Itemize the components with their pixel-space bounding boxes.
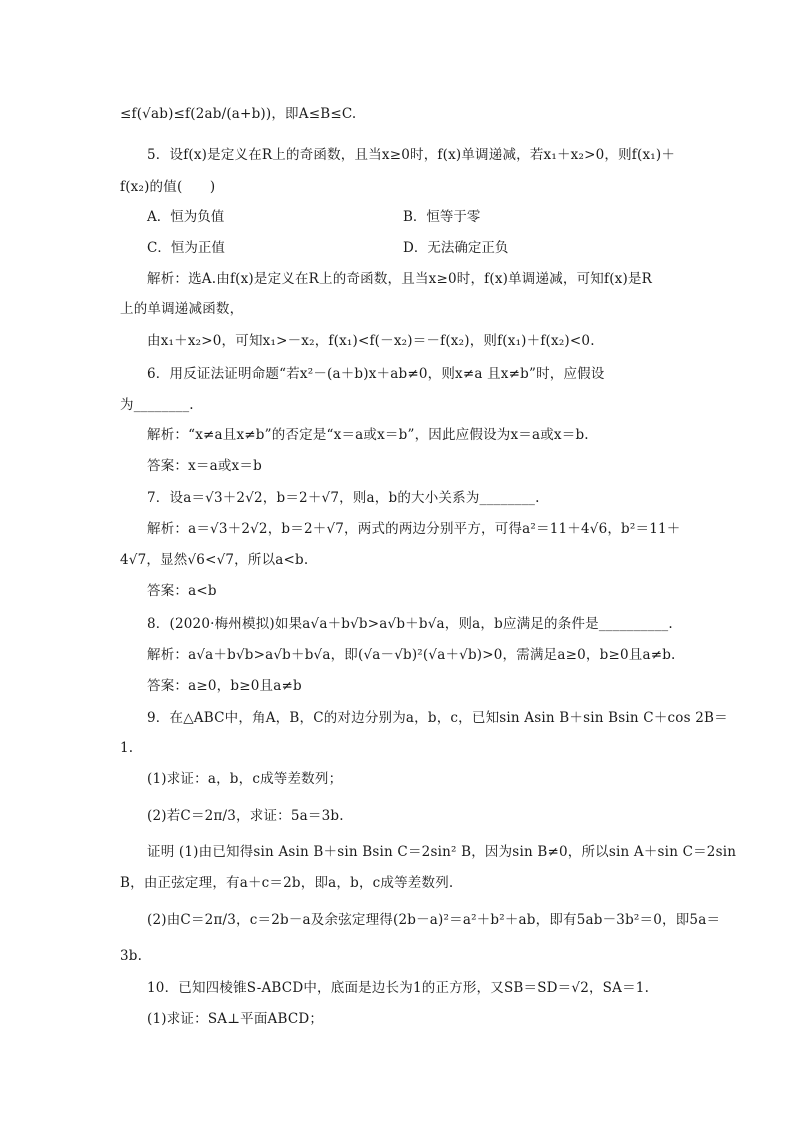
proof-9-line-3: (2)由C＝2π/3，c＝2b－a及余弦定理得(2b－a)²＝a²＋b²＋ab，即有5ab－3b²＝0，即5a＝: [147, 912, 721, 928]
question-6-stem-cont: 为________.: [120, 397, 194, 413]
question-10-part-1: (1)求证：SA⊥平面ABCD；: [147, 1011, 324, 1027]
analysis-7-line-1: 解析：a＝√3＋2√2，b＝2＋√7，两式的两边分别平方，可得a²＝11＋4√6，b²＝11＋: [147, 521, 681, 537]
option-a: A．恒为负值: [147, 209, 225, 225]
option-c: C．恒为正值: [147, 240, 225, 256]
proof-9-line-1: 证明 (1)由已知得sin Asin B＋sin Bsin C＝2sin² B，因为sin B≠0，所以sin A＋sin C＝2sin: [147, 844, 737, 860]
analysis-5-line-3: 由x₁＋x₂>0，可知x₁>－x₂，f(x₁)<f(－x₂)＝－f(x₂)，则f(x₁)＋f(x₂)<0.: [147, 333, 595, 349]
question-5-stem-cont: f(x₂)的值( ): [120, 179, 216, 195]
answer-7: 答案：a<b: [147, 583, 217, 599]
analysis-7-line-2: 4√7，显然√6<√7，所以a<b.: [120, 552, 309, 568]
answer-8: 答案：a≥0，b≥0且a≠b: [147, 678, 302, 694]
question-9-part-1: (1)求证：a，b，c成等差数列；: [147, 771, 343, 787]
question-10-stem: 10．已知四棱锥S-ABCD中，底面是边长为1的正方形，又SB＝SD＝√2，SA＝1.: [147, 980, 650, 996]
question-8-stem: 8．(2020·梅州模拟)如果a√a＋b√b>a√b＋b√a，则a，b应满足的条件是__________.: [147, 616, 673, 632]
question-9-part-2: (2)若C＝2π/3，求证：5a＝3b.: [147, 808, 344, 824]
option-d: D．无法确定正负: [403, 240, 509, 256]
answer-6: 答案：x＝a或x＝b: [147, 458, 262, 474]
question-9-stem-cont: 1.: [120, 740, 134, 756]
text-line: ≤f(√ab)≤f(2ab/(a+b))，即A≤B≤C.: [120, 106, 357, 122]
analysis-6: 解析：“x≠a且x≠b”的否定是“x＝a或x＝b”，因此应假设为x＝a或x＝b.: [147, 427, 589, 443]
analysis-8: 解析：a√a＋b√b>a√b＋b√a，即(√a－√b)²(√a＋√b)>0，需满足a≥0，b≥0且a≠b.: [147, 647, 676, 663]
question-7-stem: 7．设a＝√3＋2√2，b＝2＋√7，则a，b的大小关系为________.: [147, 490, 540, 506]
proof-9-line-2: B，由正弦定理，有a＋c＝2b，即a，b，c成等差数列.: [120, 875, 454, 891]
question-5-stem: 5．设f(x)是定义在R上的奇函数，且当x≥0时，f(x)单调递减，若x₁＋x₂>0，则f(x₁)＋: [147, 147, 676, 163]
question-6-stem: 6．用反证法证明命题“若x²－(a＋b)x＋ab≠0，则x≠a 且x≠b”时，应假设: [147, 366, 605, 382]
proof-9-line-4: 3b.: [120, 948, 143, 964]
analysis-5-line-2: 上的单调递减函数，: [120, 301, 244, 317]
question-9-stem: 9．在△ABC中，角A，B，C的对边分别为a，b，c，已知sin Asin B＋sin Bsin C＋cos 2B＝: [147, 710, 728, 726]
option-b: B．恒等于零: [403, 209, 481, 225]
analysis-5-line-1: 解析：选A.由f(x)是定义在R上的奇函数，且当x≥0时，f(x)单调递减，可知f(x)是R: [147, 271, 653, 287]
